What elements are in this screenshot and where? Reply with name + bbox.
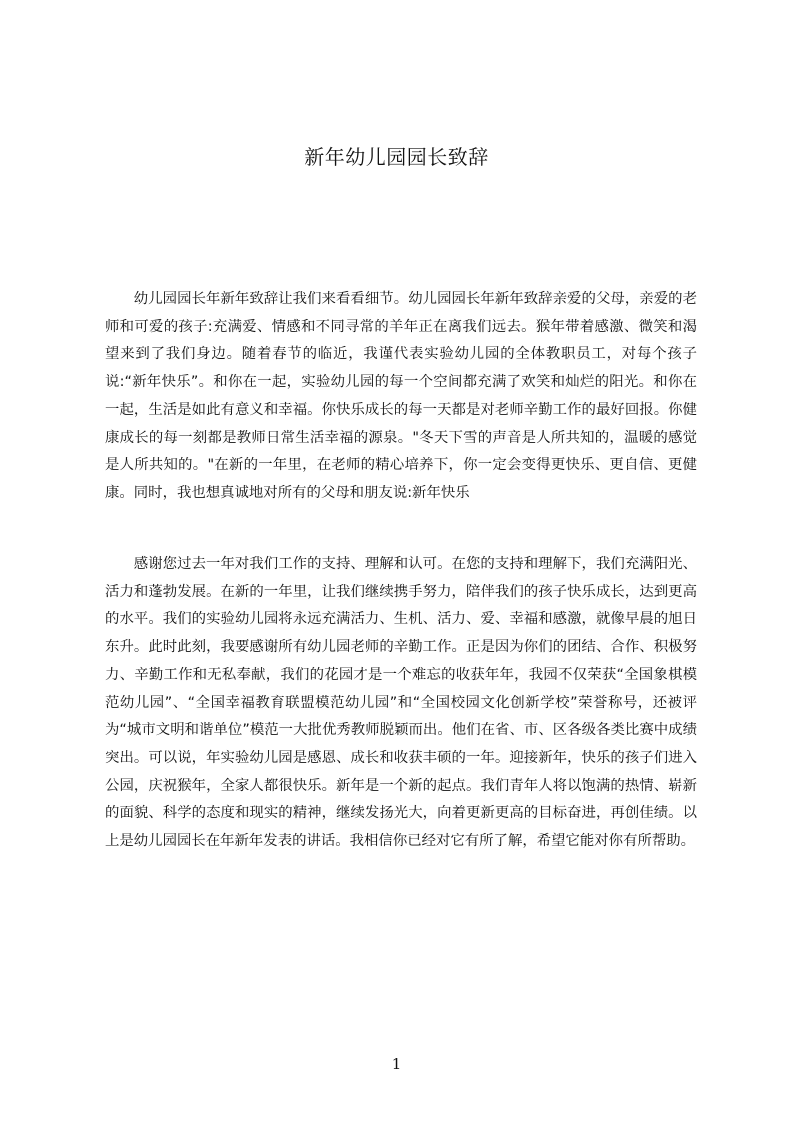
paragraph-2: 感谢您过去一年对我们工作的支持、理解和认可。在您的支持和理解下，我们充满阳光、活力和蓬勃发展。在新的一年里，让我们继续携手努力，陪伴我们的孩子快乐成长，达到更高的水平。我们的实验幼儿园将永远充满活力、生机、活力、爱、幸福和感激，就像早晨的旭日东升。此时此刻，我要感谢所有幼儿园老师的辛勤工作。正是因为你们的团结、合作、积极努力、辛勤工作和无私奉献，我们的花园才是一个难忘的收获年年，我园不仅荣获“全国象棋模范幼儿园”、“全国幸福教育联盟模范幼儿园”和“全国校园文化创新学校”荣誉称号，还被评为“城市文明和谐单位”模范一大批优秀教师脱颖而出。他们在省、市、区各级各类比赛中成绩突出。可以说，年实验幼儿园是感恩、成长和收获丰硕的一年。迎接新年，快乐的孩子们进入公园，庆祝猴年，全家人都很快乐。新年是一个新的起点。我们青年人将以饱满的热情、崭新的面貌、科学的态度和现实的精神，继续发扬光大，向着更新更高的目标奋进，再创佳绩。以上是幼儿园园长在年新年发表的讲话。我相信你已经对它有所了解，希望它能对你有所帮助。: [105, 556, 697, 850]
page-number: 1: [391, 1055, 402, 1073]
document-title: 新年幼儿园园长致辞: [304, 145, 489, 169]
paragraph-1: 幼儿园园长年新年致辞让我们来看看细节。幼儿园园长年新年致辞亲爱的父母，亲爱的老师和可爱的孩子:充满爱、情感和不同寻常的羊年正在离我们远去。猴年带着感激、微笑和渴望来到了我们身边。随着春节的临近，我谨代表实验幼儿园的全体教职员工，对每个孩子说:“新年快乐”。和你在一起，实验幼儿园的每一个空间都充满了欢笑和灿烂的阳光。和你在一起，生活是如此有意义和幸福。你快乐成长的每一天都是对老师辛勤工作的最好回报。你健康成长的每一刻都是教师日常生活幸福的源泉。"冬天下雪的声音是人所共知的，温暖的感觉是人所共知的。"在新的一年里，在老师的精心培养下，你一定会变得更快乐、更自信、更健康。同时，我也想真诚地对所有的父母和朋友说:新年快乐: [105, 291, 697, 501]
